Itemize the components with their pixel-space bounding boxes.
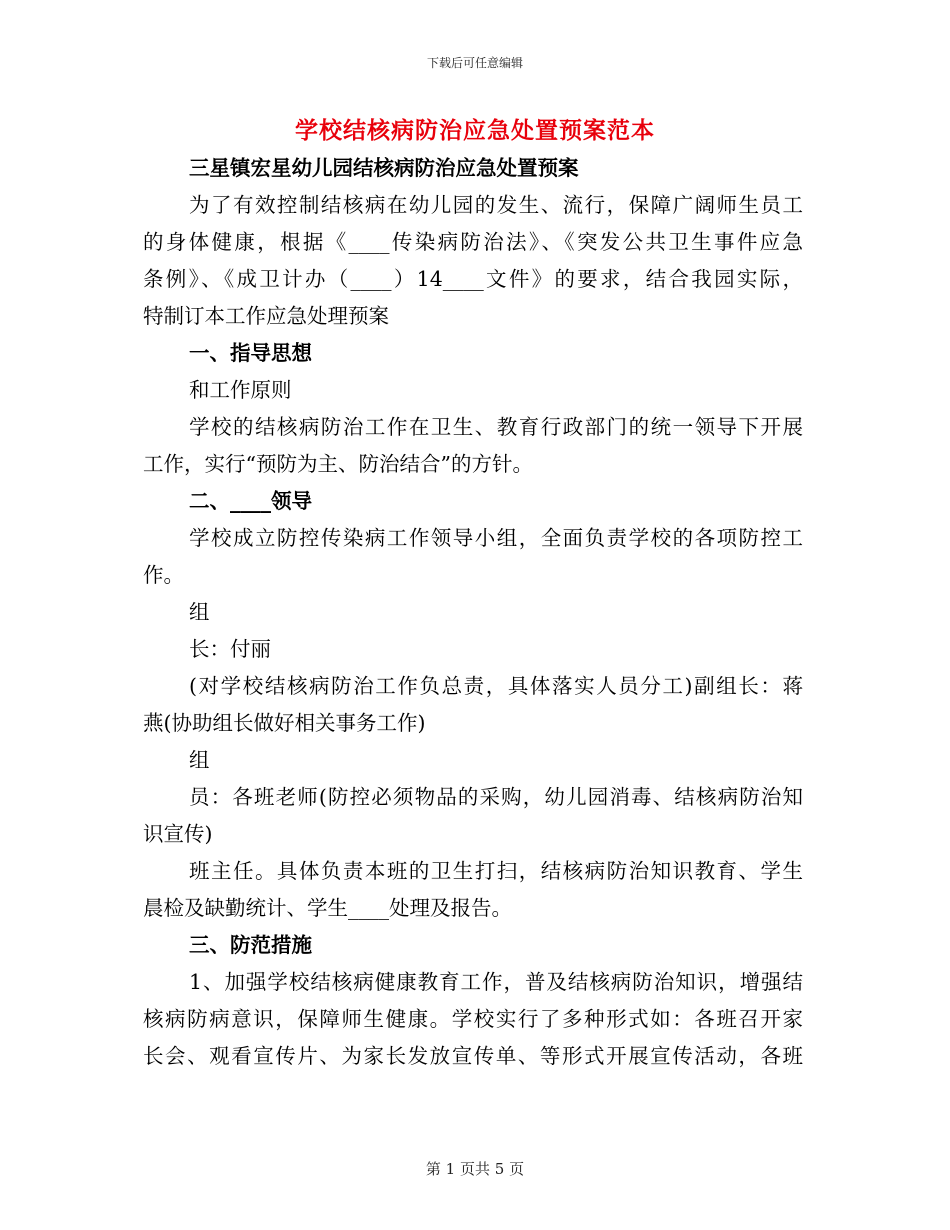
paragraph-line: 工作，实行“预防为主、防治结合”的方针。	[143, 452, 533, 476]
paragraph-line: 学校成立防控传染病工作领导小组，全面负责学校的各项防控工	[189, 526, 803, 550]
section-heading: 三、防范措施	[189, 933, 312, 957]
paragraph-line: 条例》、《成卫计办（____）14____文件》的要求，结合我园实际，	[143, 267, 803, 291]
paragraph-line: 组	[189, 600, 210, 624]
section-heading: 二、____领导	[189, 489, 312, 513]
paragraph-line: 员：各班老师(防控必须物品的采购，幼儿园消毒、结核病防治知	[189, 785, 803, 809]
paragraph-line: 晨检及缺勤统计、学生____处理及报告。	[143, 896, 512, 920]
paragraph-line: 班主任。具体负责本班的卫生打扫，结核病防治知识教育、学生	[189, 859, 803, 883]
section-heading: 一、指导思想	[189, 341, 312, 365]
document-title: 学校结核病防治应急处置预案范本	[295, 117, 655, 144]
paragraph-line: 组	[189, 748, 210, 772]
document-subtitle: 三星镇宏星幼儿园结核病防治应急处置预案	[189, 156, 579, 180]
page-number: 第 1 页共 5 页	[425, 1160, 525, 1178]
paragraph-line: 长：付丽	[189, 637, 271, 661]
paragraph-line: 和工作原则	[189, 378, 292, 402]
document-body	[143, 150, 803, 1075]
paragraph-line: 燕(协助组长做好相关事务工作)	[143, 711, 426, 735]
paragraph-line: 特制订本工作应急处理预案	[143, 304, 389, 328]
paragraph-line: (对学校结核病防治工作负总责，具体落实人员分工)副组长：蒋	[189, 674, 803, 698]
paragraph-line: 1、加强学校结核病健康教育工作，普及结核病防治知识，增强结	[189, 970, 803, 994]
paragraph-line: 核病防病意识，保障师生健康。学校实行了多种形式如：各班召开家	[143, 1007, 803, 1031]
paragraph-line: 的身体健康，根据《____传染病防治法》、《突发公共卫生事件应急	[143, 230, 803, 254]
paragraph-line: 识宣传)	[143, 822, 213, 846]
paragraph-line: 作。	[143, 563, 184, 587]
paragraph-line: 学校的结核病防治工作在卫生、教育行政部门的统一领导下开展	[189, 415, 803, 439]
paragraph-line: 长会、观看宣传片、为家长发放宣传单、等形式开展宣传活动，各班	[143, 1044, 803, 1068]
header-note: 下载后可任意编辑	[426, 56, 523, 70]
paragraph-line: 为了有效控制结核病在幼儿园的发生、流行，保障广阔师生员工	[189, 193, 803, 217]
